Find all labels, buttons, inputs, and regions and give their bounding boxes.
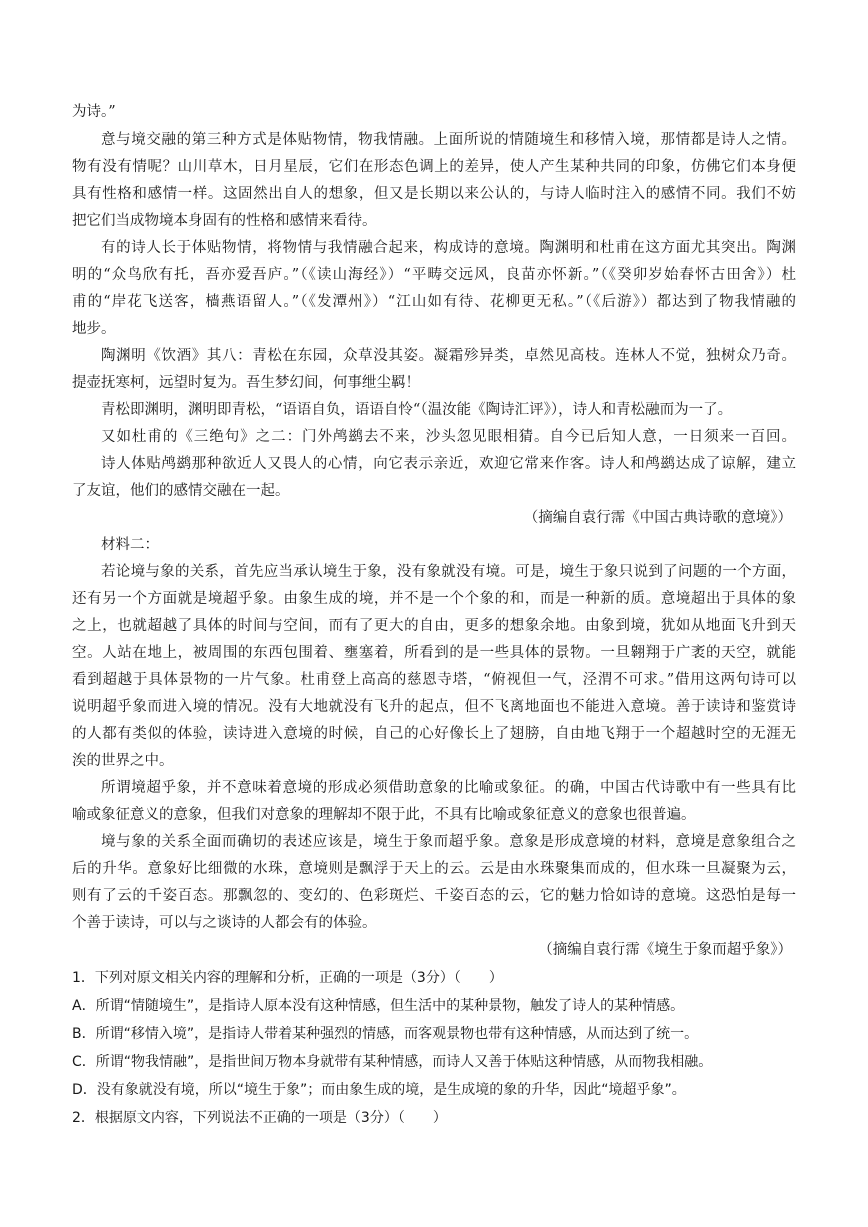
- source-citation: （摘编自袁行霈《中国古典诗歌的意境》）: [523, 510, 792, 526]
- paragraph-line: 所谓境超乎象，并不意味着意境的形成必须借助意象的比喻或象征。的确，中国古代诗歌中有一些具有比: [101, 780, 796, 796]
- paragraph-line: 诗人体贴鸬鹚那种欲近人又畏人的心情，向它表示亲近，欢迎它常来作客。诗人和鸬鹚达成了谅解，建立: [101, 456, 796, 472]
- option-b: B．所谓“移情入境”，是指诗人带着某种强烈的情感，而客观景物也带有这种情感，从而达到了统一。: [72, 1026, 699, 1042]
- paragraph-line: 若论境与象的关系，首先应当承认境生于象，没有象就没有境。可是，境生于象只说到了问题的一个方面，: [101, 564, 796, 580]
- text-line: 了友谊，他们的感情交融在一起。: [72, 483, 290, 499]
- text-line: 明的“众鸟欣有托，吾亦爱吾庐。”（《读山海经》）“平畴交远风，良苗亦怀新。”（《癸卯岁始春怀古田舍》）杜: [72, 267, 796, 283]
- source-citation: （摘编自袁行霈《境生于象而超乎象》）: [538, 942, 792, 958]
- paragraph-line: 青松即渊明，渊明即青松，“语语自负，语语自怜“（温汝能《陶诗汇评》），诗人和青松融而为一了。: [101, 402, 733, 418]
- text-line: 看到超越于具体景物的一片气象。杜甫登上高高的慈恩寺塔，“俯视但一气，泾渭不可求。”借用这两句诗可以: [72, 672, 796, 688]
- option-c: C．所谓“物我情融”，是指世间万物本身就带有某种情感，而诗人又善于体贴这种情感，从而物我相融。: [72, 1054, 713, 1070]
- paragraph-line: 有的诗人长于体贴物情，将物情与我情融合起来，构成诗的意境。陶渊明和杜甫在这方面尤其突出。陶渊: [101, 240, 796, 256]
- text-line: 具有性格和感情一样。这固然出自人的想象，但又是长期以来公认的，与诗人临时注入的感情不同。我们不妨: [72, 186, 796, 202]
- text-line: 地步。: [72, 321, 116, 337]
- text-line: 后的升华。意象好比细微的水珠，意境则是飘浮于天上的云。云是由水珠聚集而成的，但水珠一旦凝聚为云，: [72, 861, 796, 877]
- text-line: 之上，也就超越了具体的时间与空间，而有了更大的自由，更多的想象余地。由象到境，犹如从地面飞升到天: [72, 618, 796, 634]
- option-d: D．没有象就没有境，所以“境生于象”；而由象生成的境，是生成境的象的升华，因此“境超乎象”。: [72, 1082, 686, 1098]
- paragraph-line: 境与象的关系全面而确切的表述应该是，境生于象而超乎象。意象是形成意境的材料，意境是意象组合之: [101, 834, 796, 850]
- text-line: 提壶抚寒柯，远望时复为。吾生梦幻间，何事绁尘羁！: [72, 375, 420, 391]
- paragraph-line: 陶渊明《饮酒》其八：青松在东园，众草没其姿。凝霜殄异类，卓然见高枝。连林人不觉，独树众乃奇。: [101, 348, 796, 364]
- text-line: 物有没有情呢？山川草木，日月星辰，它们在形态色调上的差异，使人产生某种共同的印象，仿佛它们本身便: [72, 159, 796, 175]
- text-line: 喻或象征意义的意象，但我们对意象的理解却不限于此，不具有比喻或象征意义的意象也很普遍。: [72, 807, 696, 823]
- paragraph-line: 意与境交融的第三种方式是体贴物情，物我情融。上面所说的情随境生和移情入境，那情都是诗人之情。: [101, 132, 796, 148]
- text-line: 说明超乎象而进入境的情况。没有大地就没有飞升的起点，但不飞离地面也不能进入意境。善于读诗和鉴赏诗: [72, 699, 796, 715]
- text-line: 个善于读诗，可以与之谈诗的人都会有的体验。: [72, 915, 377, 931]
- option-a: A．所谓“情随境生”，是指诗人原本没有这种情感，但生活中的某种景物，触发了诗人的某种情感。: [72, 998, 685, 1014]
- text-line: 则有了云的千姿百态。那飘忽的、变幻的、色彩斑烂、千姿百态的云，它的魅力恰如诗的意境。这恐怕是每一: [72, 888, 796, 904]
- text-line: 把它们当成物境本身固有的性格和感情来看待。: [72, 213, 377, 229]
- question-1: 1．下列对原文相关内容的理解和分析，正确的一项是（3分）（ ）: [72, 970, 503, 986]
- text-line: 为诗。”: [72, 104, 116, 120]
- paragraph-line: 又如杜甫的《三绝句》之二：门外鸬鹚去不来，沙头忽见眼相猜。自今已后知人意，一日须来一百回。: [101, 429, 796, 445]
- text-line: 的人都有类似的体验，读诗进入意境的时候，自己的心好像长上了翅膀，自由地飞翔于一个超越时空的无涯无: [72, 726, 796, 742]
- section-label: 材料二：: [101, 537, 159, 553]
- text-line: 涘的世界之中。: [72, 753, 174, 769]
- question-2: 2．根据原文内容，下列说法不正确的一项是（3分）（ ）: [72, 1110, 447, 1126]
- text-line: 甫的“岸花飞送客，樯燕语留人。”（《发潭州》）“江山如有待、花柳更无私。”（《后游》）都达到了物我情融的: [72, 294, 796, 310]
- text-line: 还有另一个方面就是境超乎象。由象生成的境，并不是一个个象的和，而是一种新的质。意境超出于具体的象: [72, 591, 796, 607]
- text-line: 空。人站在地上，被周围的东西包围着、壅塞着，所看到的是一些具体的景物。一旦翱翔于广袤的天空，就能: [72, 645, 796, 661]
